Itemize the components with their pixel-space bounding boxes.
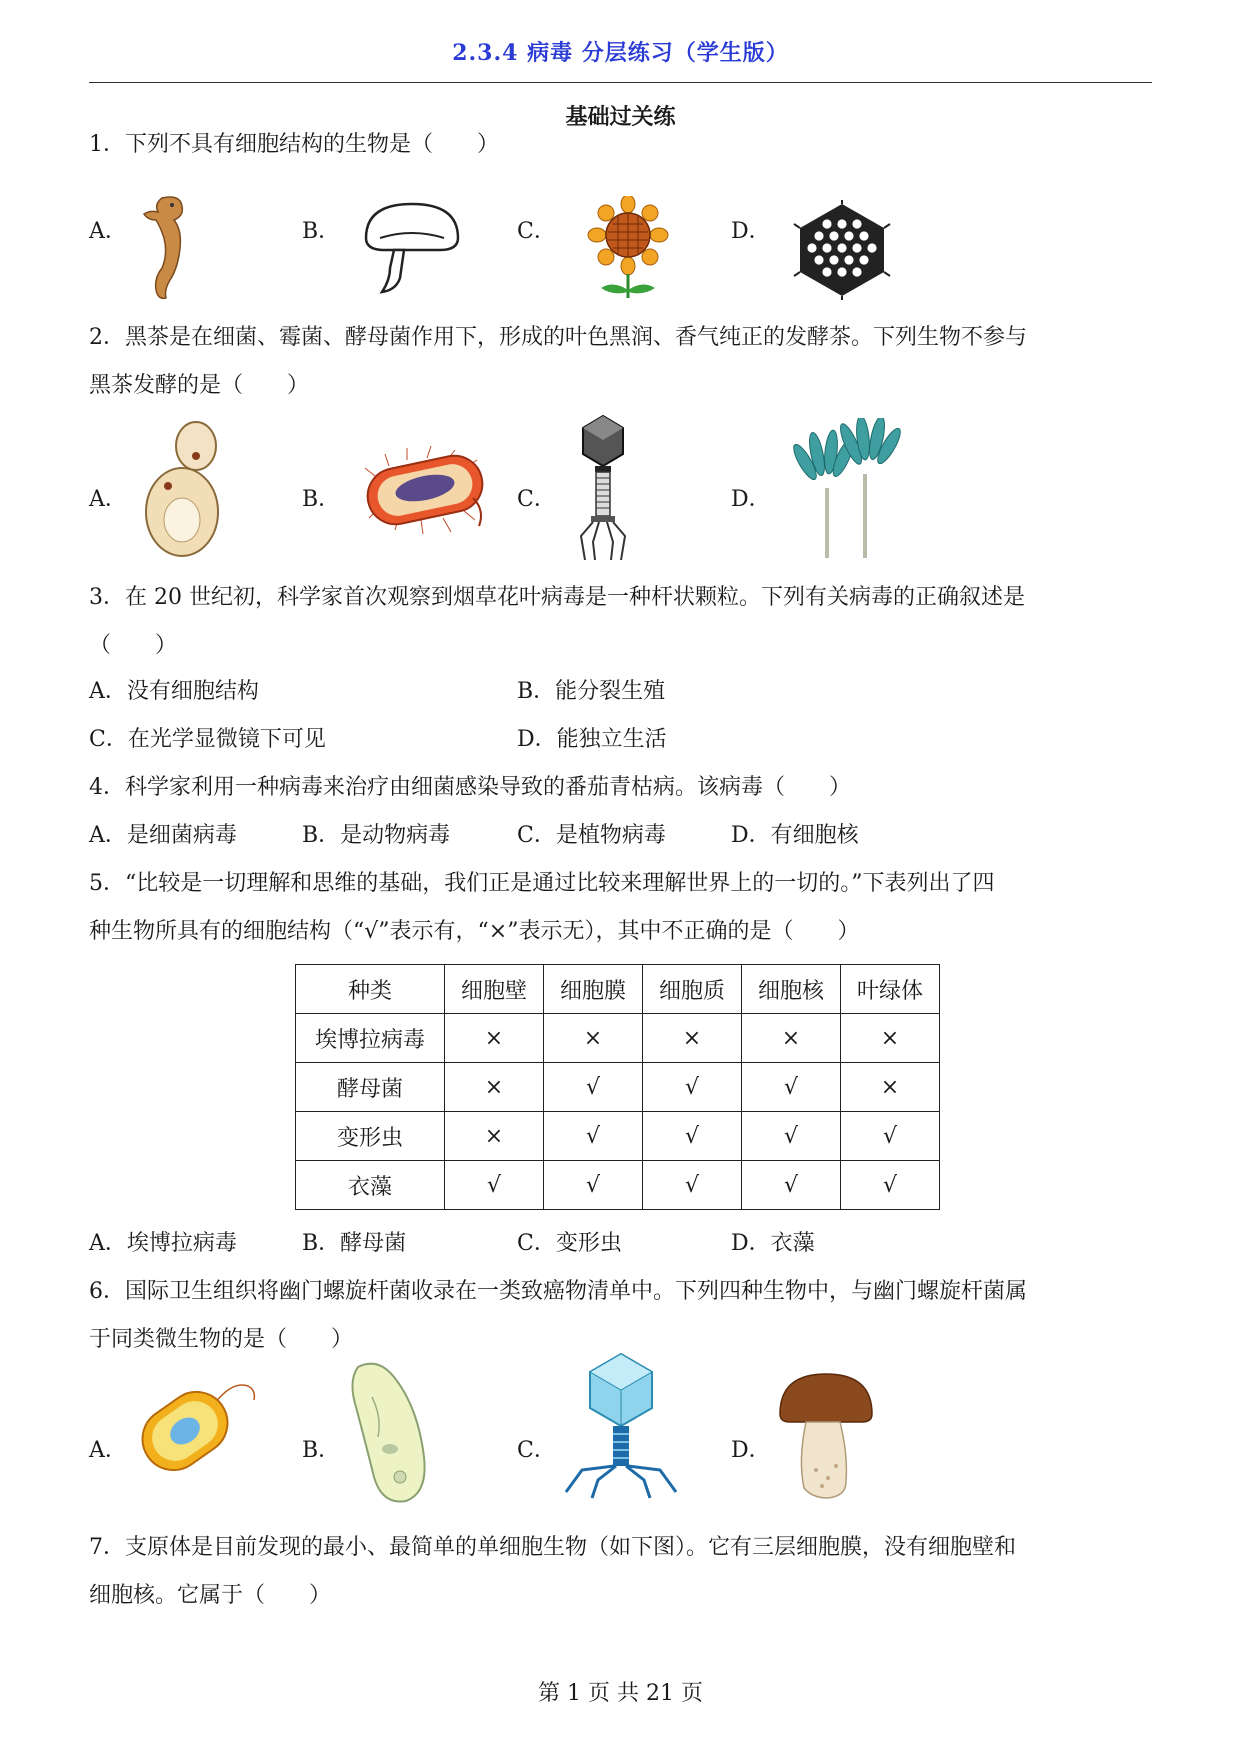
table-cell: × [841, 1014, 940, 1063]
table-cell: × [841, 1063, 940, 1112]
q1-stem: 1．下列不具有细胞结构的生物是（ ） [89, 132, 499, 157]
table-cell: √ [643, 1063, 742, 1112]
table-header-cell: 细胞壁 [445, 965, 544, 1014]
virus-capsid-icon [792, 200, 892, 300]
table-cell: 衣藻 [296, 1161, 445, 1210]
table-cell: × [742, 1014, 841, 1063]
table-header-cell: 叶绿体 [841, 965, 940, 1014]
q2-stem-line1: 2．黑茶是在细菌、霉菌、酵母菌作用下，形成的叶色黑润、香气纯正的发酵茶。下列生物不参与 [89, 325, 1028, 350]
q1-option-d-label: D． [731, 219, 771, 244]
q5-option-b: B．酵母菌 [302, 1231, 407, 1256]
phage-icon [558, 1352, 684, 1500]
q3-option-d: D．能独立生活 [517, 727, 667, 752]
bacterium-icon [355, 446, 495, 536]
table-header-cell: 种类 [296, 965, 445, 1014]
q2-option-c-label: C． [517, 487, 556, 512]
q3-option-c: C．在光学显微镜下可见 [89, 727, 326, 752]
table-header-cell: 细胞核 [742, 965, 841, 1014]
table-cell: √ [742, 1161, 841, 1210]
table-cell: × [445, 1063, 544, 1112]
table-cell: 酵母菌 [296, 1063, 445, 1112]
q5-stem-line2: 种生物所具有的细胞结构（“√”表示有，“×”表示无），其中不正确的是（ ） [89, 919, 860, 944]
q4-stem: 4．科学家利用一种病毒来治疗由细菌感染导致的番茄青枯病。该病毒（ ） [89, 775, 851, 800]
q6-option-b-label: B． [302, 1438, 341, 1463]
q2-option-b-label: B． [302, 487, 341, 512]
q5-option-a: A．埃博拉病毒 [89, 1231, 237, 1256]
table-cell: √ [445, 1161, 544, 1210]
table-cell: √ [544, 1112, 643, 1161]
q2-option-d-label: D． [731, 487, 771, 512]
table-row [296, 1161, 940, 1210]
table-cell: × [445, 1112, 544, 1161]
table-header-cell: 细胞膜 [544, 965, 643, 1014]
mushroom-icon [360, 198, 464, 296]
table-cell: √ [841, 1112, 940, 1161]
q4-option-c: C．是植物病毒 [517, 823, 666, 848]
bacteriophage-icon [575, 412, 631, 562]
sunflower-icon [585, 196, 671, 300]
q3-stem-line2: （ ） [89, 633, 178, 658]
bacterium-flagellum-icon [130, 1370, 260, 1490]
table-header-cell: 细胞质 [643, 965, 742, 1014]
table-row [296, 1112, 940, 1161]
q7-stem-line2: 细胞核。它属于（ ） [89, 1583, 332, 1608]
q4-option-d: D．有细胞核 [731, 823, 859, 848]
q1-option-b-label: B． [302, 219, 341, 244]
q1-option-a-label: A． [89, 219, 127, 244]
q6-option-c-label: C． [517, 1438, 556, 1463]
table-cell: × [544, 1014, 643, 1063]
table-cell: × [643, 1014, 742, 1063]
table-cell: √ [841, 1161, 940, 1210]
q3-option-b: B．能分裂生殖 [517, 679, 666, 704]
table-cell: × [445, 1014, 544, 1063]
q5-option-d: D．衣藻 [731, 1231, 815, 1256]
cell-structure-table [295, 964, 940, 1210]
yeast-icon [142, 420, 222, 558]
q5-stem-line1: 5．“比较是一切理解和思维的基础，我们正是通过比较来理解世界上的一切的。”下表列出了四 [89, 871, 995, 896]
q2-stem-line2: 黑茶发酵的是（ ） [89, 373, 310, 398]
q3-option-a: A．没有细胞结构 [89, 679, 259, 704]
penicillium-icon [785, 418, 901, 558]
section-title: 基础过关练 [565, 104, 676, 130]
header-divider [89, 82, 1152, 83]
seahorse-icon [130, 190, 200, 305]
table-cell: √ [643, 1112, 742, 1161]
q5-option-c: C．变形虫 [517, 1231, 622, 1256]
page-footer: 第 1 页 共 21 页 [538, 1681, 703, 1706]
q2-option-a-label: A． [89, 487, 127, 512]
table-cell: 变形虫 [296, 1112, 445, 1161]
q6-stem-line2: 于同类微生物的是（ ） [89, 1327, 354, 1352]
table-cell: 埃博拉病毒 [296, 1014, 445, 1063]
paramecium-icon [338, 1357, 438, 1505]
q6-option-a-label: A． [89, 1438, 127, 1463]
table-cell: √ [742, 1112, 841, 1161]
q6-stem-line1: 6．国际卫生组织将幽门螺旋杆菌收录在一类致癌物清单中。下列四种生物中，与幽门螺旋杆菌属 [89, 1279, 1028, 1304]
page-header-title: 2.3.4 病毒 分层练习（学生版） [452, 40, 789, 66]
q6-option-d-label: D． [731, 1438, 771, 1463]
q7-stem-line1: 7．支原体是目前发现的最小、最简单的单细胞生物（如下图）。它有三层细胞膜，没有细胞壁和 [89, 1535, 1017, 1560]
table-cell: √ [742, 1063, 841, 1112]
table-header-row [296, 965, 940, 1014]
table-cell: √ [544, 1161, 643, 1210]
q3-stem-line1: 3．在 20 世纪初，科学家首次观察到烟草花叶病毒是一种杆状颗粒。下列有关病毒的正确叙述是 [89, 585, 1025, 610]
table-cell: √ [544, 1063, 643, 1112]
q4-option-b: B．是动物病毒 [302, 823, 451, 848]
q1-option-c-label: C． [517, 219, 556, 244]
table-row [296, 1063, 940, 1112]
bolete-mushroom-icon [776, 1370, 876, 1500]
table-row [296, 1014, 940, 1063]
q4-option-a: A．是细菌病毒 [89, 823, 237, 848]
table-cell: √ [643, 1161, 742, 1210]
